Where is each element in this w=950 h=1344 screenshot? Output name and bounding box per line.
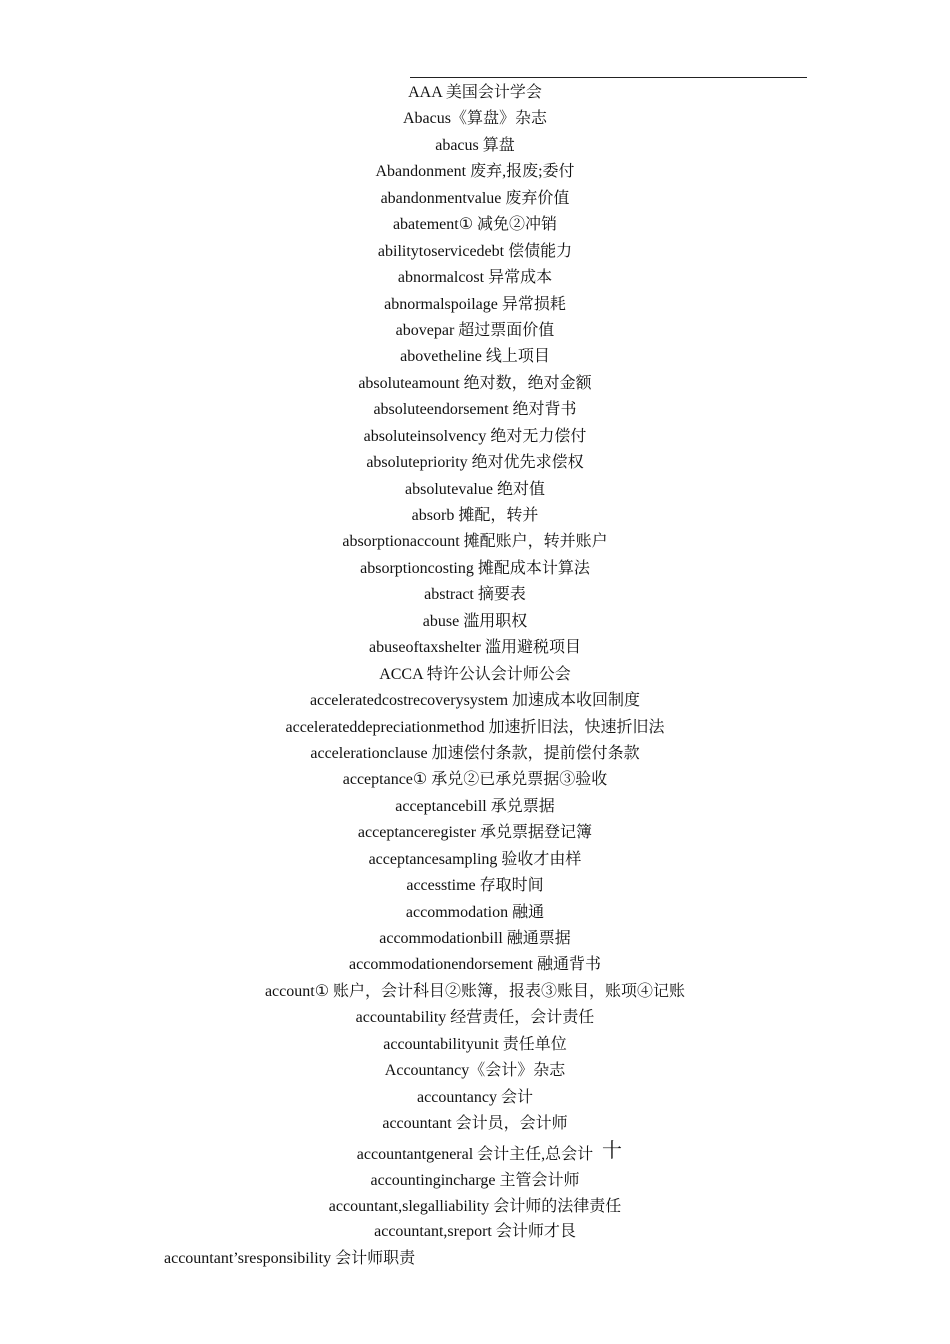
glossary-entry: absorb 摊配，转并 <box>411 507 539 524</box>
glossary-entry: absorptioncosting 摊配成本计算法 <box>360 559 590 577</box>
glossary-entry: accelerateddepreciationmethod 加速折旧法，快速折旧法 <box>285 718 665 736</box>
glossary-entry: accelerationclause 加速偿付条款，提前偿付条款 <box>310 744 640 762</box>
glossary-entry: abandonmentvalue 废弃价值 <box>380 189 570 207</box>
glossary-entry: accountability 经营责任，会计责任 <box>355 1009 595 1027</box>
glossary-entry: accountant’sresponsibility 会计师职责 <box>164 1249 416 1267</box>
glossary-entry: absoluteendorsement 绝对背书 <box>373 401 577 419</box>
glossary-entry: accesstime 存取时间 <box>406 877 544 895</box>
glossary-entry: account① 账户，会计科目②账簿，报表③账目，账项④记账 <box>264 982 686 1000</box>
glossary-entry: accountingincharge 主管会计师 <box>370 1171 580 1189</box>
glossary-entry: AAA 美国会计学会 <box>408 84 542 101</box>
glossary-entry: accountantgeneral 会计主任,总会计 <box>356 1145 594 1163</box>
glossary-entry: acceptancebill 承兑票据 <box>395 797 555 815</box>
glossary-entry: accommodation 融通 <box>405 903 545 921</box>
glossary-entry: accountabilityunit 责任单位 <box>383 1035 567 1053</box>
glossary-entry: accountant 会计员，会计师 <box>382 1115 568 1133</box>
glossary-entry: accommodationbill 融通票据 <box>379 930 571 947</box>
glossary-entry: abilitytoservicedebt 偿债能力 <box>377 242 573 260</box>
glossary-entry: acceptance① 承兑②已承兑票据③验收 <box>342 771 608 789</box>
glossary-entry: accountant,sreport 会计师才艮 <box>374 1222 576 1240</box>
glossary-entry: abatement① 减免②冲销 <box>392 216 558 234</box>
glossary-entry: Abandonment 废弃,报废;委付 <box>375 163 575 181</box>
glossary-entry: absolutepriority 绝对优先求偿权 <box>366 454 584 472</box>
glossary-entry: Abacus《算盘》杂志 <box>403 110 547 128</box>
glossary-entry: accommodationendorsement 融通背书 <box>349 956 601 974</box>
glossary-list <box>0 80 950 1272</box>
glossary-entry: Accountancy《会计》杂志 <box>384 1062 566 1080</box>
glossary-entry: absoluteamount 绝对数，绝对金额 <box>358 374 592 392</box>
glossary-entry: abuseoftaxshelter 滥用避税项目 <box>369 639 581 657</box>
stray-mark: 十 <box>602 1138 622 1162</box>
glossary-entry: absolutevalue 绝对值 <box>405 480 545 498</box>
top-rule <box>410 77 807 78</box>
glossary-entry: acceleratedcostrecoverysystem 加速成本收回制度 <box>309 692 641 710</box>
glossary-entry: abstract 摘要表 <box>424 586 526 604</box>
glossary-entry: abovepar 超过票面价值 <box>395 321 555 339</box>
glossary-entry: abuse 滥用职权 <box>422 612 528 630</box>
glossary-entry: accountant,slegalliability 会计师的法律责任 <box>328 1198 622 1216</box>
glossary-entry: absorptionaccount 摊配账户，转并账户 <box>342 533 608 551</box>
glossary-entry: abnormalspoilage 异常损耗 <box>384 295 566 313</box>
glossary-entry: ACCA 特许公认会计师公会 <box>379 665 571 683</box>
glossary-entry: abacus 算盘 <box>435 136 515 154</box>
glossary-entry: abovetheline 线上项目 <box>400 348 550 366</box>
glossary-entry: acceptancesampling 验收才由样 <box>368 850 582 868</box>
glossary-entry: acceptanceregister 承兑票据登记簿 <box>357 824 593 842</box>
glossary-entry: abnormalcost 异常成本 <box>397 269 553 287</box>
glossary-entry: absoluteinsolvency 绝对无力偿付 <box>363 427 587 445</box>
glossary-entry: accountancy 会计 <box>417 1088 533 1106</box>
